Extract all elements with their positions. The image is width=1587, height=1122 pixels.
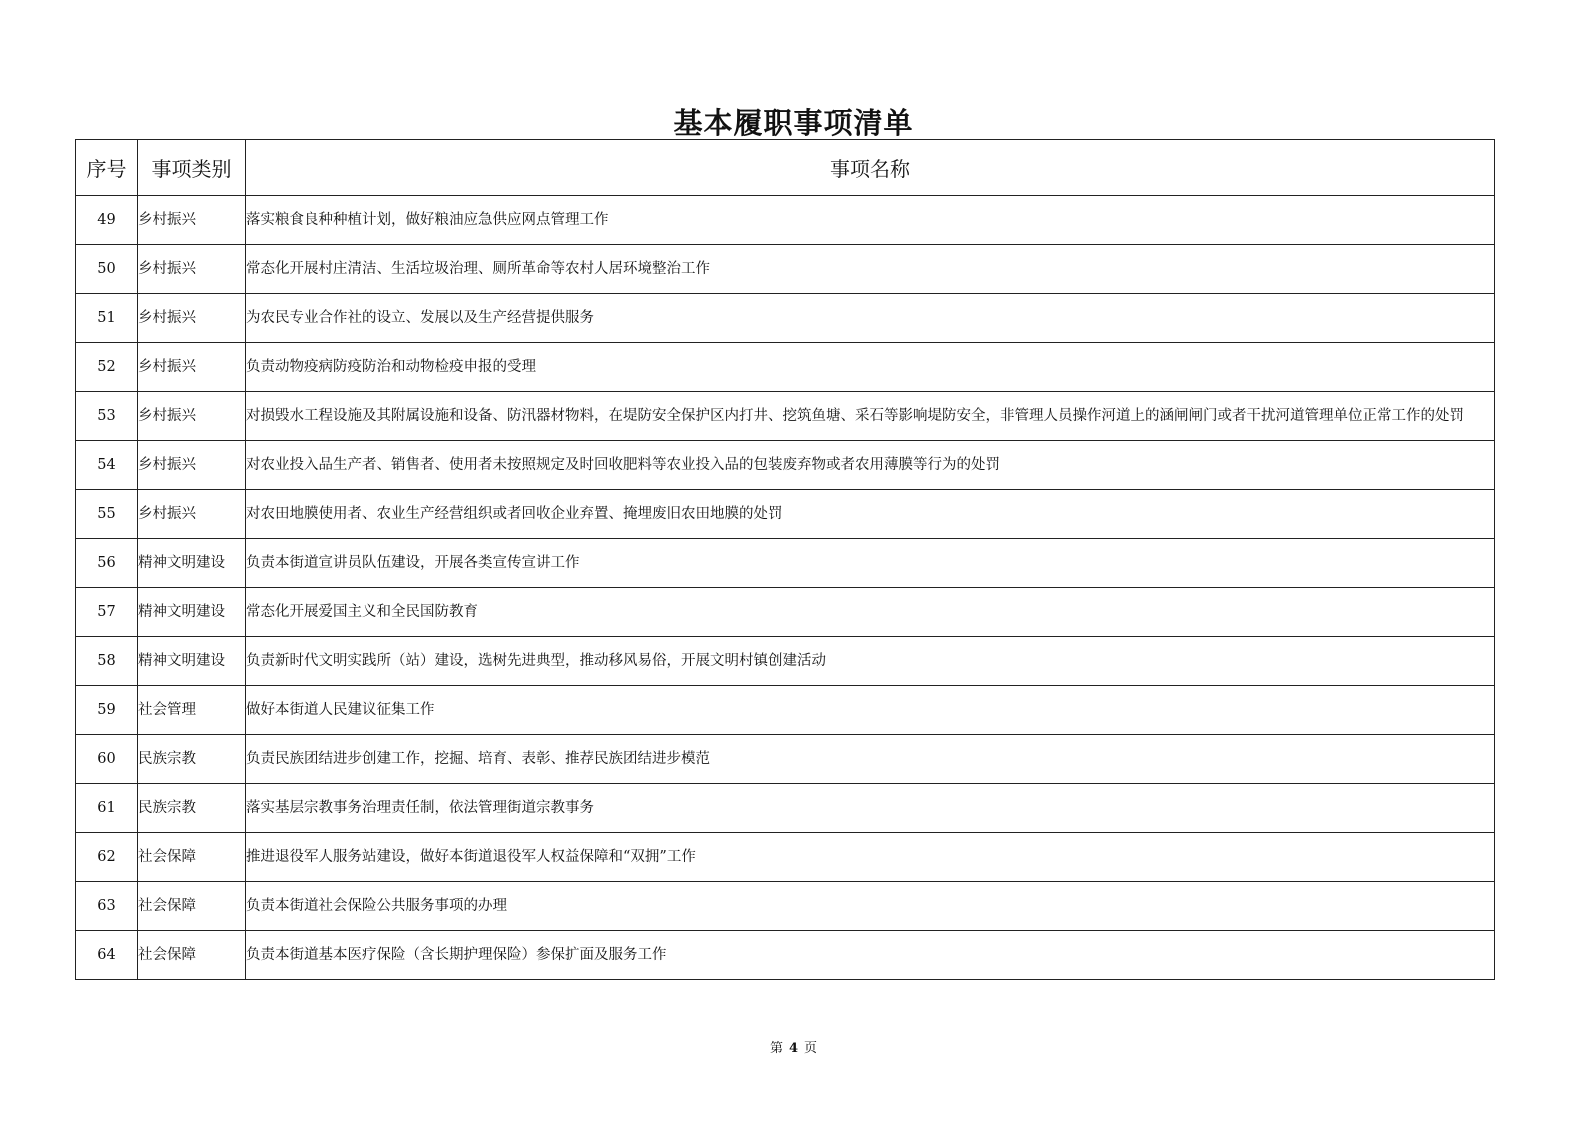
table-row	[76, 784, 1495, 833]
table-row	[76, 833, 1495, 882]
page-footer	[0, 1040, 1587, 1058]
table-row	[76, 539, 1495, 588]
table-row	[76, 392, 1495, 441]
cell-category: 社会保障	[138, 833, 246, 882]
cell-category: 乡村振兴	[138, 294, 246, 343]
cell-category: 社会保障	[138, 931, 246, 980]
table-row	[76, 882, 1495, 931]
table-body	[76, 196, 1495, 980]
cell-category: 精神文明建设	[138, 539, 246, 588]
cell-category: 社会管理	[138, 686, 246, 735]
cell-category: 乡村振兴	[138, 392, 246, 441]
cell-item-name: 负责新时代文明实践所（站）建设，选树先进典型，推动移风易俗，开展文明村镇创建活动	[246, 637, 1495, 686]
table-row	[76, 343, 1495, 392]
cell-item-name: 负责动物疫病防疫防治和动物检疫申报的受理	[246, 343, 1495, 392]
page-label-prefix: 第	[769, 1041, 783, 1056]
cell-item-name: 对损毁水工程设施及其附属设施和设备、防汛器材物料，在堤防安全保护区内打井、挖筑鱼塘、采石等影响堤防安全，非管理人员操作河道上的涵闸闸门或者干扰河道管理单位正常工作的处罚	[246, 392, 1495, 441]
cell-category: 精神文明建设	[138, 637, 246, 686]
cell-serial-number: 51	[76, 294, 138, 343]
cell-item-name: 负责本街道基本医疗保险（含长期护理保险）参保扩面及服务工作	[246, 931, 1495, 980]
cell-category: 乡村振兴	[138, 441, 246, 490]
cell-category: 乡村振兴	[138, 490, 246, 539]
cell-item-name: 对农业投入品生产者、销售者、使用者未按照规定及时回收肥料等农业投入品的包装废弃物或者农用薄膜等行为的处罚	[246, 441, 1495, 490]
cell-serial-number: 60	[76, 735, 138, 784]
cell-item-name: 常态化开展村庄清洁、生活垃圾治理、厕所革命等农村人居环境整治工作	[246, 245, 1495, 294]
page-title: 基本履职事项清单	[673, 106, 914, 141]
table-row	[76, 294, 1495, 343]
cell-item-name: 落实基层宗教事务治理责任制，依法管理街道宗教事务	[246, 784, 1495, 833]
cell-serial-number: 55	[76, 490, 138, 539]
cell-item-name: 负责本街道社会保险公共服务事项的办理	[246, 882, 1495, 931]
table-row	[76, 588, 1495, 637]
cell-serial-number: 61	[76, 784, 138, 833]
cell-item-name: 落实粮食良种种植计划，做好粮油应急供应网点管理工作	[246, 196, 1495, 245]
table-row	[76, 735, 1495, 784]
cell-item-name: 负责民族团结进步创建工作，挖掘、培育、表彰、推荐民族团结进步模范	[246, 735, 1495, 784]
table-row	[76, 245, 1495, 294]
cell-category: 民族宗教	[138, 784, 246, 833]
table-row	[76, 196, 1495, 245]
header-serial-number: 序号	[76, 140, 138, 196]
duty-list-table	[75, 139, 1495, 980]
cell-serial-number: 64	[76, 931, 138, 980]
table-row	[76, 441, 1495, 490]
cell-item-name: 对农田地膜使用者、农业生产经营组织或者回收企业弃置、掩埋废旧农田地膜的处罚	[246, 490, 1495, 539]
table-row	[76, 931, 1495, 980]
cell-serial-number: 49	[76, 196, 138, 245]
cell-serial-number: 54	[76, 441, 138, 490]
table-row	[76, 637, 1495, 686]
cell-item-name: 做好本街道人民建议征集工作	[246, 686, 1495, 735]
table-row	[76, 490, 1495, 539]
cell-category: 民族宗教	[138, 735, 246, 784]
cell-item-name: 为农民专业合作社的设立、发展以及生产经营提供服务	[246, 294, 1495, 343]
header-category: 事项类别	[138, 140, 246, 196]
cell-serial-number: 53	[76, 392, 138, 441]
table-header-row	[76, 140, 1495, 196]
cell-category: 乡村振兴	[138, 245, 246, 294]
page-number: 4	[788, 1041, 799, 1056]
cell-item-name: 负责本街道宣讲员队伍建设，开展各类宣传宣讲工作	[246, 539, 1495, 588]
cell-item-name: 推进退役军人服务站建设，做好本街道退役军人权益保障和“双拥”工作	[246, 833, 1495, 882]
cell-serial-number: 52	[76, 343, 138, 392]
cell-serial-number: 58	[76, 637, 138, 686]
cell-serial-number: 59	[76, 686, 138, 735]
cell-serial-number: 62	[76, 833, 138, 882]
cell-serial-number: 57	[76, 588, 138, 637]
cell-serial-number: 63	[76, 882, 138, 931]
table-row	[76, 686, 1495, 735]
cell-serial-number: 50	[76, 245, 138, 294]
cell-category: 精神文明建设	[138, 588, 246, 637]
header-item-name: 事项名称	[246, 140, 1495, 196]
cell-category: 乡村振兴	[138, 343, 246, 392]
cell-item-name: 常态化开展爱国主义和全民国防教育	[246, 588, 1495, 637]
cell-category: 社会保障	[138, 882, 246, 931]
page-label-suffix: 页	[804, 1041, 818, 1056]
cell-category: 乡村振兴	[138, 196, 246, 245]
cell-serial-number: 56	[76, 539, 138, 588]
